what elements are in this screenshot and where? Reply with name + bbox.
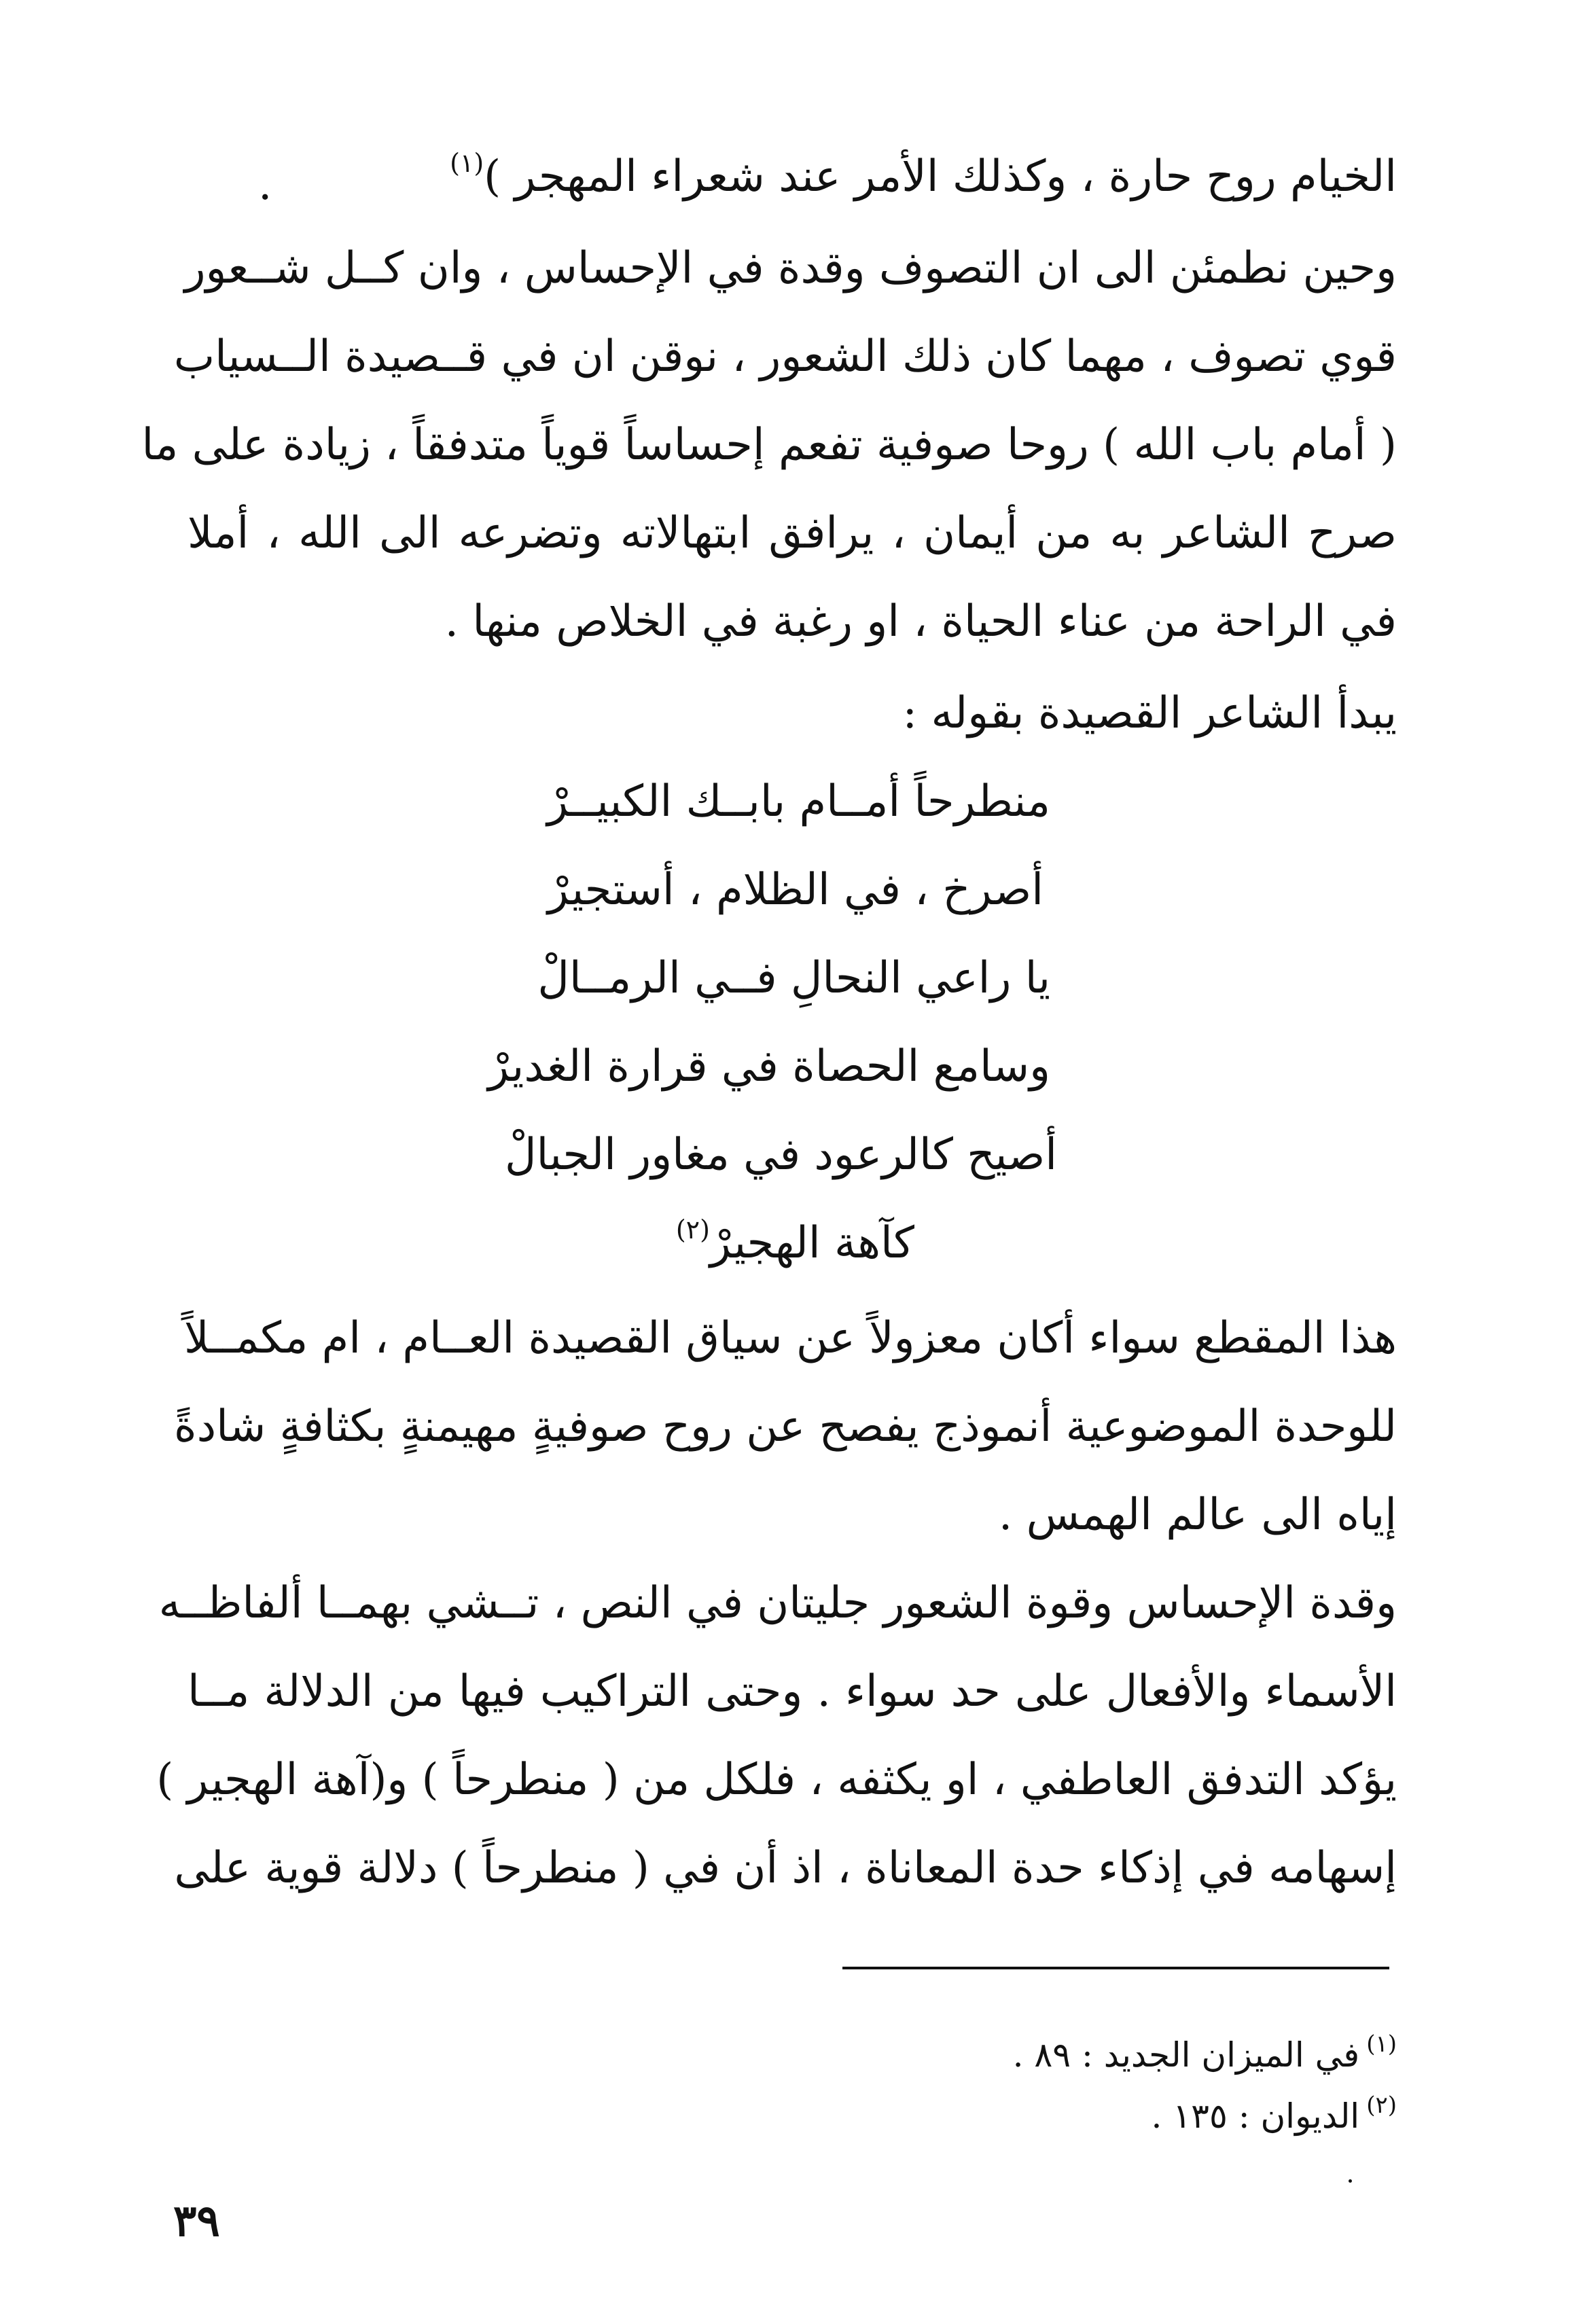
poem-line-3: يا راعي النحالِ فــي الرمــالْ: [537, 953, 1050, 1003]
poem-line-1: منطرحاً أمــام بابــك الكبيــرْ: [547, 776, 1050, 827]
body-line-13: يؤكد التدفق العاطفي ، او يكثفه ، فلكل من ( منطرحاً ) و(آهة الهجير ): [156, 1755, 1397, 1805]
page-number: ٣٩: [173, 2196, 220, 2247]
poem-line-6: كآهة الهجيرْ$^{(٢)}$: [675, 1215, 914, 1268]
footnote-2: [1151, 2092, 1397, 2140]
poem-line-2: أصرخ ، في الظلام ، أستجيرْ: [548, 865, 1044, 915]
body-line-12: الأسماء والأفعال على حد سواء . وحتى التراكيب فيها من الدلالة مــا: [188, 1666, 1397, 1717]
body-line-8: هذا المقطع سواء أكان معزولاً عن سياق القصيدة العــام ، ام مكمــلاً: [183, 1313, 1397, 1363]
footnote-1-number: (١): [1366, 2031, 1397, 2058]
poem-line-4: وسامع الحصاة في قرارة الغديرْ: [488, 1041, 1050, 1092]
body-line-11: وقدة الإحساس وقوة الشعور جليتان في النص ، تــشي بهمــا ألفاظــه: [158, 1578, 1397, 1628]
footnote-1: [1013, 2031, 1397, 2079]
body-line-10: إياه الى عالم الهمس .: [998, 1490, 1397, 1540]
body-line-4: ( أمام باب الله ) روحا صوفية تفعم إحساساً قوياً متدفقاً ، زيادة على ما: [141, 420, 1397, 470]
footnote-2-text: الديوان : ١٣٥ .: [1151, 2096, 1360, 2136]
footnote-ref-2: (٢): [675, 1215, 710, 1245]
body-line-6: في الراحة من عناء الحياة ، او رغبة في الخلاص منها .: [444, 596, 1397, 647]
footnote-1-text: في الميزان الجديد : ٨٩ .: [1012, 2035, 1360, 2075]
stray-mark: .: [258, 160, 272, 210]
body-line-7: يبدأ الشاعر القصيدة بقوله :: [902, 688, 1397, 738]
body-line-2: وحين نطمئن الى ان التصوف وقدة في الإحساس ، وان كــل شــعور: [184, 243, 1397, 293]
footnote-separator: [842, 1967, 1389, 1969]
body-line-9: للوحدة الموضوعية أنموذج يفصح عن روح صوفيةٍ مهيمنةٍ بكثافةٍ شادةً: [174, 1401, 1397, 1452]
footnote-2-number: (٢): [1366, 2092, 1397, 2119]
body-line-1: الخيام روح حارة ، وكذلك الأمر عند شعراء المهجر )$^{(١)}$: [450, 148, 1397, 202]
speck-mark: [1349, 2179, 1352, 2183]
body-line-3: قوي تصوف ، مهما كان ذلك الشعور ، نوقن ان في قــصيدة الــسياب: [173, 332, 1397, 382]
poem-line-5: أصيح كالرعود في مغاور الجبالْ: [505, 1130, 1057, 1180]
body-line-14: إسهامه في إذكاء حدة المعاناة ، اذ أن في ( منطرحاً ) دلالة قوية على: [174, 1843, 1397, 1893]
body-line-5: صرح الشاعر به من أيمان ، يرافق ابتهالاته وتضرعه الى الله ، أملا: [188, 508, 1397, 558]
footnote-ref-1: (١): [450, 148, 484, 178]
